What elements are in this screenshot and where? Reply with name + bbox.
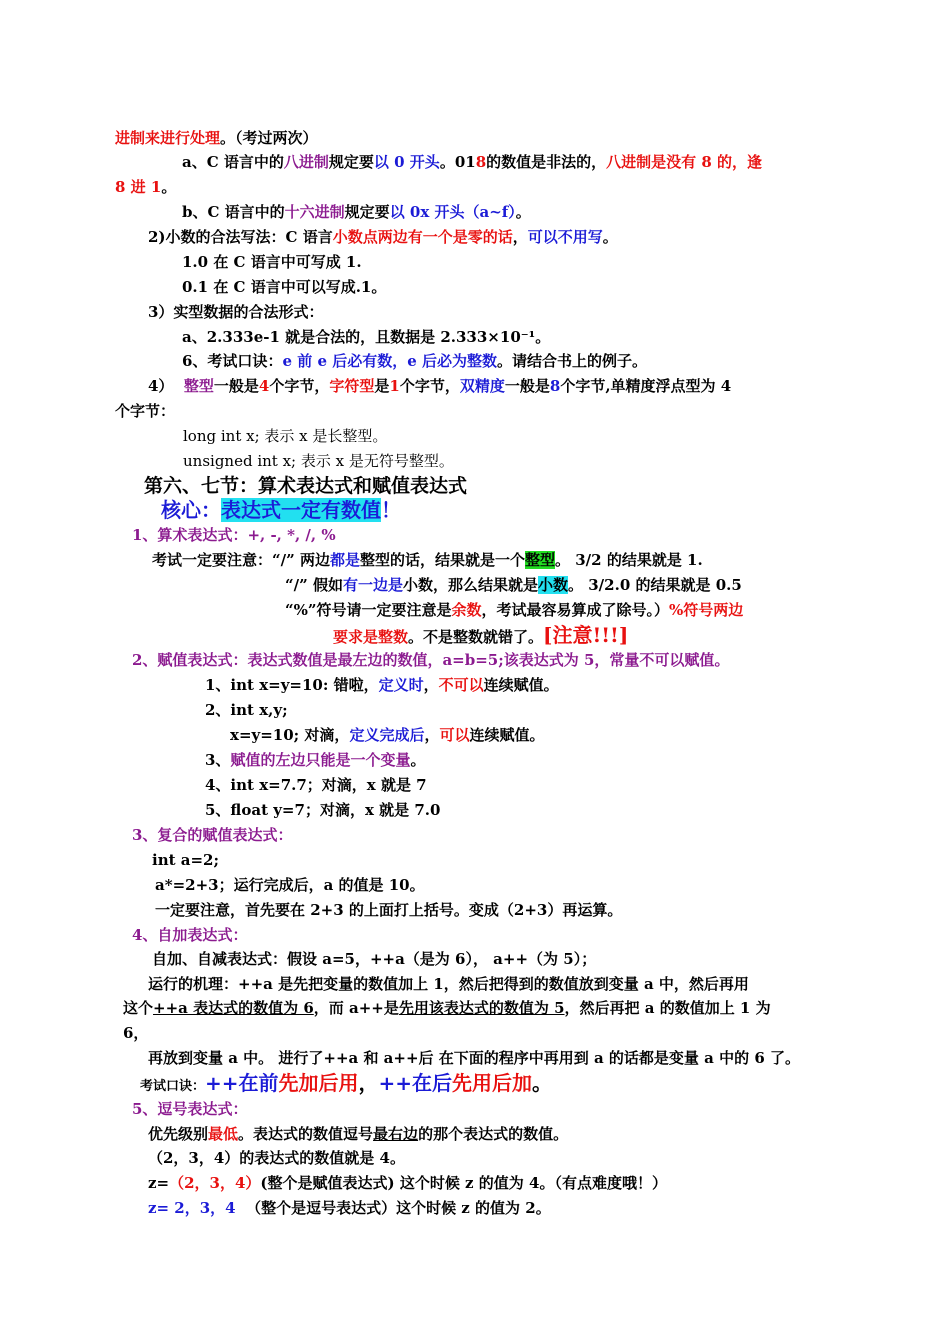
s5-line-c: [148, 1173, 667, 1193]
text: 。 3/2.0 的结果就是 0.5: [568, 576, 742, 594]
text: 常量不可以赋值: [609, 651, 715, 669]
text: 先用该表达式的数值为 5: [398, 999, 565, 1017]
text: 自加、自减表达式：假设 a=5，++a（是为 6）， a++（为 5）；: [152, 950, 597, 968]
text: ，考试最容易算成了除号。）: [481, 601, 670, 619]
text: 3）实型数据的合法形式：: [148, 303, 324, 321]
text: 以 0 开头: [373, 153, 440, 171]
text: 8: [475, 153, 487, 171]
text: z=: [148, 1174, 170, 1192]
text: [注意!!!]: [543, 623, 629, 647]
text: 整型: [183, 377, 214, 395]
text: 8: [549, 377, 561, 395]
line-4: [182, 202, 531, 222]
text: 。: [161, 178, 177, 196]
text: 5、逗号表达式：: [132, 1100, 248, 1118]
text: 一般是: [504, 377, 550, 395]
text: 先加后用: [278, 1071, 359, 1095]
text: int a=2;: [152, 851, 220, 869]
text: 这个: [123, 999, 154, 1017]
text: 进制来进行处理: [115, 129, 221, 147]
line-8: [148, 302, 323, 322]
text: “/” 假如: [285, 576, 343, 594]
line-1: [115, 128, 318, 148]
text: a*=2+3；运行完成后，a 的值是 10。: [155, 876, 425, 894]
s4-line-d: [123, 1023, 148, 1043]
text: 可以不用写: [527, 228, 603, 246]
text: 定义完成后: [349, 726, 425, 744]
line-13: [183, 426, 387, 446]
text: 。请结合书上的例子。: [496, 352, 647, 370]
text: 优先级别: [148, 1125, 209, 1143]
line-11: [148, 376, 731, 396]
s2-line-e: [205, 775, 427, 795]
text: 4、自加表达式：: [132, 926, 248, 944]
text: 可以: [439, 726, 470, 744]
text: 核心：: [161, 498, 221, 522]
s4-line-c: [123, 998, 771, 1018]
text: 小数点两边有一个是零的话: [332, 228, 513, 246]
text: 十六进制: [284, 203, 345, 221]
s2-line-a: [205, 675, 559, 695]
text: 一定要注意，首先要在 2+3 的上面打上括号。变成（2+3）再运算。: [155, 901, 623, 919]
s2-line-c: [230, 725, 545, 745]
s2-line-b: [205, 700, 288, 720]
text: 整型: [525, 551, 556, 569]
text: 规定要: [328, 153, 374, 171]
text: 连续赋值。: [483, 676, 559, 694]
text: 5、float y=7；对滴，x 就是 7.0: [205, 801, 441, 819]
s5-line-b: [148, 1148, 405, 1168]
s2-title: [132, 650, 729, 670]
text: 2)小数的合法写法：C 语言: [148, 228, 333, 246]
line-5: [148, 227, 618, 247]
text: 个字节：: [115, 402, 176, 420]
text: 是: [374, 377, 390, 395]
text: 。: [515, 203, 531, 221]
text: 6，: [123, 1024, 149, 1042]
text: unsigned int x; 表示 x 是无符号整型。: [183, 452, 454, 470]
line-7: [182, 277, 386, 297]
text: 最右边: [373, 1125, 419, 1143]
text: 。: [532, 1071, 553, 1095]
text: 不可以: [438, 676, 484, 694]
text: 8 进 1: [115, 178, 162, 196]
s5-title: [132, 1099, 247, 1119]
s4-line-b: [148, 974, 749, 994]
text: 赋值的左边只能是一个变量: [230, 751, 411, 769]
text: 有一边是: [342, 576, 403, 594]
text: “%”符号请一定要注意是: [285, 601, 452, 619]
line-6: [182, 252, 362, 272]
s5-line-d: [148, 1198, 551, 1218]
text: 个字节，: [269, 377, 330, 395]
s3-title: [132, 825, 292, 845]
text: 小数: [538, 576, 569, 594]
text: ，: [423, 676, 439, 694]
text: 最低: [208, 1125, 239, 1143]
s4-title: [132, 925, 247, 945]
text: 。 3/2 的结果就是 1.: [555, 551, 703, 569]
text: 4）: [148, 377, 174, 395]
text: 考试口诀：: [140, 1079, 206, 1094]
text: 定义时: [378, 676, 424, 694]
text: 3、复合的赋值表达式：: [132, 826, 293, 844]
text: 。不是整数就错了。: [408, 628, 544, 646]
text: （整个是逗号表达式）这个时候 z 的值为 2。: [246, 1199, 551, 1217]
text: 。: [410, 751, 426, 769]
text: ！: [381, 498, 401, 522]
text: 6、考试口诀：: [182, 352, 283, 370]
text: （2，3，4）的表达式的数值就是 4。: [148, 1149, 405, 1167]
text: 4、int x=7.7；对滴，x 就是 7: [205, 776, 427, 794]
core-line: [161, 498, 401, 522]
text: 表达式一定有数值: [221, 498, 381, 522]
text: 。: [602, 228, 618, 246]
text: a、2.333e-1 就是合法的，且数据是 2.333×10⁻¹。: [182, 328, 551, 346]
text: 小数，那么结果就是: [402, 576, 538, 594]
text: 2、赋值表达式：表达式数值是最左边的数值，a=b=5;该表达式为 5，: [132, 651, 610, 669]
text: 字符型: [329, 377, 375, 395]
text: （2，3，4）: [169, 1174, 261, 1192]
text: 再放到变量 a 中。 进行了++a 和 a++后 在下面的程序中再用到 a 的话都是变量 a 中的 6 了。: [148, 1049, 800, 1067]
line-14: [183, 451, 454, 471]
s1-line-d: [333, 622, 628, 650]
text: 个字节，: [399, 377, 460, 395]
text: %符号两边: [669, 601, 744, 619]
text: 3、: [205, 751, 231, 769]
text: (整个是赋值表达式) 这个时候 z 的值为 4。（有点难度哦！）: [260, 1174, 667, 1192]
text: 1.0 在 C 语言中可写成 1.: [182, 253, 362, 271]
text: 0.1 在 C 语言中可以写成.1。: [182, 278, 387, 296]
text: 1、int x=y=10: 错啦，: [205, 676, 379, 694]
text: 八进制: [283, 153, 329, 171]
text: 整型的话，结果就是一个: [359, 551, 525, 569]
text: 双精度: [459, 377, 505, 395]
text: b、C 语言中的: [182, 203, 285, 221]
s2-line-d: [205, 750, 425, 770]
text: ，: [512, 228, 528, 246]
text: a、C 语言中的: [182, 153, 284, 171]
text: 都是: [329, 551, 360, 569]
text: 一般是: [213, 377, 259, 395]
text: 。表达式的数值逗号: [238, 1125, 374, 1143]
line-3: [115, 177, 176, 197]
text: 的那个表达式的数值。: [418, 1125, 569, 1143]
text: 余数: [451, 601, 482, 619]
text: 1、算术表达式：+, -, *, /, %: [132, 526, 336, 544]
s1-line-c: [285, 600, 743, 620]
text: 八进制是没有 8 的，逢: [606, 153, 763, 171]
s4-line-e: [148, 1048, 800, 1068]
s1-title: [132, 525, 336, 545]
heading-text: 第六、七节：算术表达式和赋值表达式: [144, 475, 468, 497]
text: 先用后加: [452, 1071, 533, 1095]
s1-line-a: [152, 550, 703, 570]
text: ++在前: [205, 1071, 279, 1095]
line-12: [115, 401, 175, 421]
text: x=y=10; 对滴，: [230, 726, 350, 744]
text: 运行的机理：++a 是先把变量的数值加上 1，然后把得到的数值放到变量 a 中，然后再用: [148, 975, 749, 993]
text: 以 0x 开头（a~f）: [389, 203, 516, 221]
text: long int x; 表示 x 是长整型。: [183, 427, 388, 445]
text: 2、int x,y;: [205, 701, 288, 719]
text: 4: [258, 377, 270, 395]
text: 要求是整数: [333, 628, 409, 646]
text: 连续赋值。: [469, 726, 545, 744]
s1-line-b: [285, 575, 742, 595]
text: e 前 e 后必有数，e 后必为整数: [282, 352, 497, 370]
s3-line-c: [155, 900, 622, 920]
s3-line-b: [155, 875, 425, 895]
text: ，然后再把 a 的数值加上 1 为: [564, 999, 771, 1017]
s2-line-f: [205, 800, 440, 820]
line-10: [182, 351, 647, 371]
text: 的数值是非法的，: [486, 153, 607, 171]
s5-line-a: [148, 1124, 568, 1144]
text: 个字节,单精度浮点型为 4: [560, 377, 732, 395]
line-9: [182, 327, 550, 347]
s4-line-f: [140, 1070, 552, 1100]
text: ，: [424, 726, 440, 744]
line-2: [182, 152, 762, 172]
text: 。: [714, 651, 730, 669]
text: 规定要: [344, 203, 390, 221]
text: ，而 a++是: [313, 999, 399, 1017]
text: ，: [358, 1071, 379, 1095]
text: ++在后: [378, 1071, 453, 1095]
text: 。01: [439, 153, 476, 171]
text: 1: [389, 377, 400, 395]
text: 考试一定要注意：“/” 两边: [152, 551, 330, 569]
text: z= 2，3，4: [148, 1199, 236, 1217]
s3-line-a: [152, 850, 219, 870]
section-heading: [144, 474, 467, 498]
s4-line-a: [152, 949, 596, 969]
text: 。（考过两次）: [220, 129, 318, 147]
text: ++a 表达式的数值为 6: [153, 999, 314, 1017]
